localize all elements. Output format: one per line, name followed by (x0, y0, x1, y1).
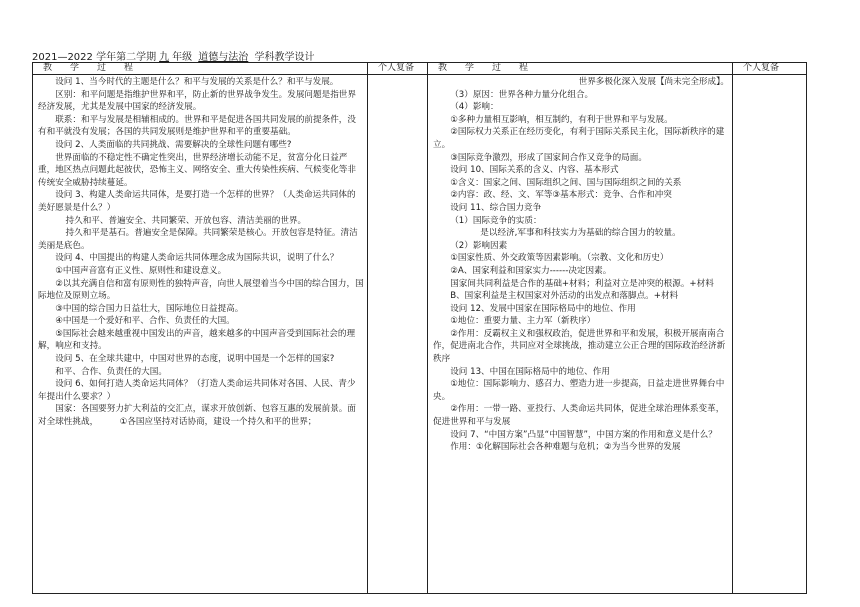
school-year: 2021—2022 学年第二学期 (32, 52, 157, 63)
grade-value: 九 (159, 52, 170, 63)
text-line: 和平、合作、负责任的大国。 (55, 366, 167, 377)
text-line: ①地位：国际影响力、感召力、塑造力进一步提高，日益走进世界舞台中央。 (433, 379, 725, 402)
lesson-plan-table (32, 62, 807, 594)
text-line: ②内容：政、经、文、军等③基本形式：竞争、合作和冲突 (450, 190, 672, 201)
text-line: 设问 6、如何打造人类命运共同体？（打造人类命运共同体对各国、人民、青少年提出什么要求？） (38, 379, 356, 402)
text-line: 作用：①化解国际社会各种难题与危机；②为当今世界的发展 (450, 442, 681, 453)
text-line: ①国家性质、外交政策等因素影响。（宗教、文化和历史） (450, 253, 669, 264)
text-line: ③国际竞争激烈，形成了国家间合作又竞争的局面。 (450, 152, 647, 163)
process-cell-right (428, 75, 733, 594)
text-line: ③中国的综合国力日益壮大，国际地位日益提高。 (55, 303, 244, 314)
text-line: ①地位：重要力量、主力军（新秩序） (450, 316, 596, 327)
text-line: 是以经济,军事和科技实力为基础的综合国力的较量。 (480, 228, 681, 239)
process-cell-left (33, 75, 368, 594)
text-line: 设问 4、中国提出的构建人类命运共同体理念成为国际共识，说明了什么？ (55, 253, 339, 264)
text-line: ②A、国家利益和国家实力------决定因素。 (450, 265, 612, 276)
text-line: ②作用：一带一路、亚投行、人类命运共同体，促进全球治理体系变革，促进世界和平与发展 (433, 404, 725, 428)
grade-suffix: 年级 (172, 52, 193, 63)
prep-cell-left[interactable] (368, 75, 428, 594)
document-header (32, 48, 314, 63)
text-line: 世界多极化深入发展【尚未完全形成】。 (578, 77, 729, 87)
text-line: 设问 5、在全球共建中，中国对世界的态度，说明中国是一个怎样的国家? (55, 354, 335, 365)
text-line: 国家：各国要努力扩大利益的交汇点，谋求开放创新、包容互惠的发展前景。面对全球性挑战， ①各国应坚持对话协商，建设一个持久和平的世界； (38, 404, 356, 428)
text-line: ④中国是一个爱好和平、合作、负责任的大国。 (55, 316, 235, 327)
prep-header-left: 个人复备 (368, 63, 428, 75)
text-line: B、国家利益是主权国家对外活动的出发点和落脚点。+材料 (450, 291, 679, 302)
text-line: 区别：和平问题是指维护世界和平，防止新的世界战争发生。发展问题是指世界经济发展，尤其是发展中国家的经济发展。 (38, 89, 356, 113)
table-body-row (33, 75, 807, 594)
text-line: 国家间共同利益是合作的基础+材料；利益对立是冲突的根源。+材料 (450, 278, 714, 289)
prep-cell-right[interactable] (733, 75, 807, 594)
text-line: 设问 7、“中国方案”凸显“中国智慧”，中国方案的作用和意义是什么？ (450, 429, 717, 440)
process-header-right: 教 学 过 程 (428, 63, 733, 75)
text-line: ①中国声音富有正义性、原则性和建设意义。 (55, 265, 227, 276)
text-line: 世界面临的不稳定性不确定性突出，世界经济增长动能不足，贫富分化日益严重，地区热点问题此起彼伏，恐怖主义、网络安全、重大传染性疾病、气候变化等非传统安全威胁持续蔓延。 (38, 152, 356, 188)
text-line: 设问 11、综合国力竞争 (450, 202, 542, 213)
text-line: 设问 13、中国在国际格局中的地位、作用 (450, 366, 610, 377)
text-line: ⑤国际社会越来越重视中国发出的声音，越来越多的中国声音受到国际社会的理解，响应和支持。 (38, 328, 356, 352)
text-line: 设问 1、当今时代的主题是什么？和平与发展的关系是什么？和平与发展。 (55, 77, 339, 87)
text-line: ①多种力量相互影响，相互制约，有利于世界和平与发展。 (450, 114, 673, 125)
text-line: 设问 12、发展中国家在国际格局中的地位、作用 (450, 303, 636, 314)
text-line: （3）原因：世界各种力量分化组合。 (450, 89, 594, 100)
design-title: 学科教学设计 (254, 52, 315, 63)
text-line: ①含义：国家之间、国际组织之间、国与国际组织之间的关系 (450, 177, 682, 188)
process-header-left: 教 学 过 程 (33, 63, 368, 75)
table-header-row (33, 63, 807, 75)
text-line: 设问 3、构建人类命运共同体，是要打造一个怎样的世界？（人类命运共同体的美好愿景是什么？） (38, 190, 356, 213)
text-line: ②作用：反霸权主义和强权政治，促进世界和平和发展，积极开展南南合作，促进南北合作，共同应对全球挑战，推动建立公正合理的国际政治经济新秩序 (433, 328, 726, 365)
text-line: （4）影响： (450, 102, 499, 113)
text-line: ②以其充满自信和富有原则性的独特声音，向世人展望着当今中国的综合国力，国际地位及原则立场。 (38, 278, 364, 302)
prep-header-right: 个人复备 (733, 63, 807, 75)
text-line: （2）影响因素 (450, 240, 508, 251)
text-line: （1）国际竞争的实质： (450, 215, 542, 226)
text-line: ②国际权力关系正在经历变化，有利于国际关系民主化，国际新秩序的建立。 (433, 127, 725, 150)
subject-name: 道德与法治 (198, 52, 249, 63)
text-line: 设问 2、人类面临的共同挑战、需要解决的全球性问题有哪些? (55, 139, 292, 150)
text-line: 联系：和平与发展是相辅相成的。世界和平是促进各国共同发展的前提条件，没有和平就没有发展；各国的共同发展则是维护世界和平的重要基础。 (38, 114, 356, 138)
text-line: 持久和平、普遍安全、共同繁荣、开放包容、清洁美丽的世界。 (65, 215, 307, 226)
text-line: 持久和平是基石。普遍安全是保障。共同繁荣是核心。开放包容是特征。清洁美丽是底色。 (38, 228, 358, 251)
text-line: 设问 10、国际关系的含义、内容、基本形式 (450, 165, 619, 176)
